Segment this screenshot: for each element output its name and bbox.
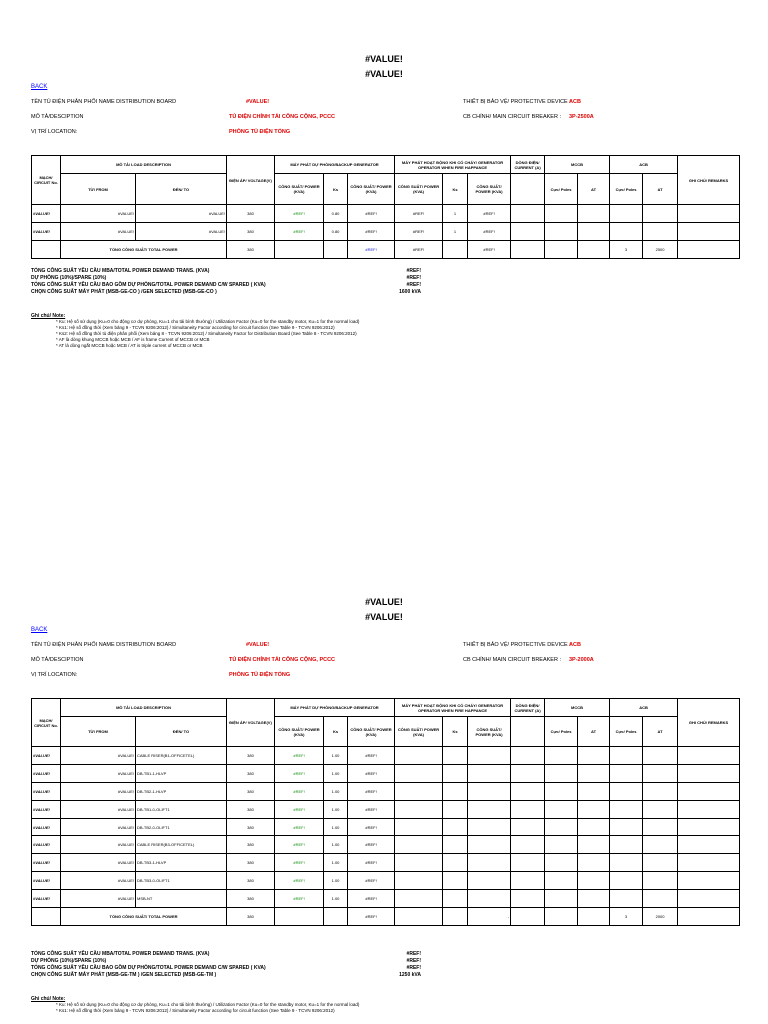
current-cell [511,890,545,908]
fire-power-cell [395,764,443,782]
fire-power-cell [395,747,443,765]
circuit-cell: #VALUE! [32,747,61,765]
circuit-cell: #VALUE! [32,205,61,223]
voltage-cell: 380 [227,205,275,223]
circuit-cell: #VALUE! [32,854,61,872]
device-label: THIẾT BỊ BẢO VỆ/ PROTECTIVE DEVICE : [463,642,571,648]
from-cell: #VALUE! [61,800,136,818]
mccb-at-cell [578,872,610,890]
voltage-cell: 380 [227,223,275,241]
total-label: TỔNG CÔNG SUẤT/ TOTAL POWER [61,908,227,926]
fire-power-cell [395,836,443,854]
table-row [32,818,740,836]
acb-poles-cell [610,836,643,854]
power-2-cell: #REF! [348,764,395,782]
table-row [32,800,740,818]
mccb-at-cell [578,782,610,800]
header-power: CÔNG SUẤT/ POWER (KVA) [275,174,324,205]
notes-title: Ghi chú/ Note: [31,313,66,319]
header-to: ĐẾN/ TO [136,717,227,747]
from-cell: #VALUE! [61,836,136,854]
total-voltage: 380 [227,908,275,926]
description-value: TỦ ĐIỆN CHÍNH TẢI CÔNG CỘNG, PCCC [229,114,336,120]
header-ks: Ks [324,717,348,747]
fire-ks-cell [443,764,468,782]
remarks-cell [678,890,740,908]
ks-cell: 1.00 [324,818,348,836]
total-fire-power-2: - [468,908,511,926]
mccb-at-cell [578,223,610,241]
remarks-cell [678,205,740,223]
note-item: * Ks1: Hệ số đồng thời (Xem bảng 9 - TCVN 9206:2012) / Simultaneity Factor according for circuit function (See Table 9 - TCVN 9206:2012) [56,325,335,330]
fire-power-2-cell: #REF! [468,223,511,241]
circuit-cell: #VALUE! [32,223,61,241]
mccb-poles-cell [545,205,578,223]
header-circuit: MẠCH/ CIRCUIT No. [32,699,61,747]
voltage-cell: 380 [227,836,275,854]
load-table [31,698,740,926]
notes-block [31,996,359,1014]
acb-at-cell [643,818,678,836]
remarks-cell [678,800,740,818]
table-row [32,223,740,241]
board-value: #VALUE! [246,99,270,105]
device-value: ACB [569,99,581,105]
fire-ks-cell [443,782,468,800]
acb-at-cell [643,854,678,872]
power-cell: #REF! [275,205,324,223]
power-cell: #REF! [275,764,324,782]
current-cell [511,818,545,836]
current-cell [511,836,545,854]
fire-power-cell: #REF! [395,205,443,223]
circuit-cell: #VALUE! [32,782,61,800]
from-cell: #VALUE! [61,872,136,890]
sheet-subtitle: #VALUE! [365,69,403,79]
description-label: MÔ TẢ/DESCIPTION [31,657,84,663]
power-2-cell: #REF! [348,205,395,223]
header-acb: ACB [610,156,678,174]
header-fire-power-2: CÔNG SUẤT/ POWER (KVA) [468,174,511,205]
acb-at-cell [643,800,678,818]
acb-poles-cell [610,782,643,800]
ks-cell: 1.00 [324,747,348,765]
voltage-cell: 380 [227,872,275,890]
note-item: * Ks1: Hệ số đồng thời (Xem bảng 9 - TCVN 9206:2012) / Simultaneity Factor according for circuit function (See Table 9 - TCVN 9206:2012) [56,1008,335,1013]
board-label: TÊN TỦ ĐIỆN PHÂN PHỐI NAME DISTRIBUTION BOARD [31,99,177,105]
fire-power-cell [395,818,443,836]
header-current-blank [511,174,545,205]
mccb-poles-cell [545,818,578,836]
header-ks: Ks [324,174,348,205]
to-cell: DB-TB1-0-OLIFT1 [136,800,227,818]
acb-poles-cell [610,223,643,241]
fire-power-2-cell: #REF! [468,205,511,223]
from-cell: #VALUE! [61,890,136,908]
table-row [32,764,740,782]
fire-power-cell [395,890,443,908]
acb-at-cell [643,205,678,223]
acb-poles-cell [610,890,643,908]
header-remarks: GHI CHÚ/ REMARKS [678,699,740,747]
board-value: #VALUE! [246,642,270,648]
power-2-cell: #REF! [348,872,395,890]
header-acb: ACB [610,699,678,717]
fire-power-2-cell [468,764,511,782]
remarks-cell [678,872,740,890]
summary-row: DỰ PHÒNG (10%)/SPARE (10%) #REF! [31,275,421,281]
summary-row: TỔNG CÔNG SUẤT YÊU CẦU BAO GỒM DỰ PHÒNG/TOTAL POWER DEMAND C/W SPARED ( KVA) #REF! [31,282,421,288]
fire-ks-cell [443,818,468,836]
total-fire-power [395,908,443,926]
note-item: * Ku: Hệ số sử dụng (Ku=0 cho động cơ dự phòng, Ku=1 cho tải bình thường) / Utilization Factor (Ku=0 for the standby motor, Ku=1 for the normal load) [56,319,360,324]
note-item: * Ku: Hệ số sử dụng (Ku=0 cho động cơ dự phòng, Ku=1 cho tải bình thường) / Utilization Factor (Ku=0 for the standby motor, Ku=1 for the normal load) [56,1002,360,1007]
remarks-cell [678,747,740,765]
total-label: TỔNG CÔNG SUẤT/ TOTAL POWER [61,241,227,259]
voltage-cell: 380 [227,890,275,908]
table-row [32,782,740,800]
note-item: * AT là dòng ngắt MCCB hoặc MCB / AT is triple current of MCCB or MCB [56,343,203,348]
fire-power-2-cell [468,872,511,890]
header-mccb-at: AT [578,174,610,205]
remarks-cell [678,818,740,836]
power-2-cell: #REF! [348,782,395,800]
header-current: DÒNG ĐIỆN/ CURRENT (A) [511,156,545,174]
ks-cell: 1.00 [324,764,348,782]
mccb-at-cell [578,800,610,818]
power-cell: #REF! [275,223,324,241]
to-cell: DB-TB2-0-OLIFT1 [136,818,227,836]
power-2-cell: #REF! [348,223,395,241]
mccb-at-cell [578,764,610,782]
from-cell: #VALUE! [61,854,136,872]
mccb-poles-cell [545,890,578,908]
fire-ks-cell [443,747,468,765]
mccb-poles-cell [545,836,578,854]
circuit-cell: #VALUE! [32,800,61,818]
total-acb-poles: 3 [610,908,643,926]
remarks-cell [678,854,740,872]
total-acb-at: 2000 [643,908,678,926]
fire-ks-cell: 1 [443,223,468,241]
notes-block [31,313,359,349]
fire-power-cell [395,782,443,800]
ks-cell: 1.00 [324,800,348,818]
fire-power-cell [395,872,443,890]
fire-power-2-cell [468,800,511,818]
header-acb-at: AT [643,174,678,205]
summary-row: CHỌN CÔNG SUẤT MÁY PHÁT (MSB-GE-TM ) /GEN SELECTED (MSB-GE-TM ) 1250 kVA [31,972,421,978]
header-acb-poles: Cực/ Poles [610,717,643,747]
header-fire-generator: MÁY PHÁT HOẠT ĐỘNG KHI CÓ CHÁY/ GENERATOR OPERATOR WHEN FIRE HAPPANCE [395,156,511,174]
sheet-title: #VALUE! [365,54,403,64]
ks-cell: 1.00 [324,836,348,854]
acb-at-cell [643,872,678,890]
circuit-cell: #VALUE! [32,890,61,908]
fire-power-2-cell [468,782,511,800]
fire-ks-cell [443,854,468,872]
header-mccb-poles: Cực/ Poles [545,174,578,205]
power-cell: #REF! [275,872,324,890]
header-to: ĐẾN/ TO [136,174,227,205]
remarks-cell [678,836,740,854]
fire-power-cell [395,800,443,818]
location-label: VỊ TRÍ LOCATION: [31,672,78,678]
header-acb-poles: Cực/ Poles [610,174,643,205]
to-cell: DB-TB2-1-HLVP [136,782,227,800]
fire-power-cell: #REF! [395,223,443,241]
ks-cell: 1.00 [324,890,348,908]
current-cell [511,800,545,818]
ks-cell: 0.80 [324,205,348,223]
from-cell: #VALUE! [61,223,136,241]
fire-ks-cell [443,872,468,890]
header-mccb: MCCB [545,156,610,174]
description-label: MÔ TẢ/DESCIPTION [31,114,84,120]
header-remarks: GHI CHÚ/ REMARKS [678,156,740,205]
back-link[interactable]: BACK [31,84,48,90]
fire-power-cell [395,854,443,872]
circuit-cell: #VALUE! [32,836,61,854]
summary-row: TỔNG CÔNG SUẤT YÊU CẦU MBA/TOTAL POWER DEMAND TRANS. (KVA) #REF! [31,951,421,957]
note-item: * Ks2: Hệ số đồng thời tủ điện phân phối (Xem bảng 8 - TCVN 9206:2012) / Simultaneity Factor for Distribution Board (See Table 8 - TCVN 9206:2012) [56,331,357,336]
acb-poles-cell [610,854,643,872]
current-cell [511,764,545,782]
summary-row: TỔNG CÔNG SUẤT YÊU CẦU MBA/TOTAL POWER DEMAND TRANS. (KVA) #REF! [31,268,421,274]
acb-poles-cell [610,818,643,836]
from-cell: #VALUE! [61,764,136,782]
main-breaker-label: CB CHÍNH/ MAIN CIRCUIT BREAKER : [463,114,561,120]
from-cell: #VALUE! [61,782,136,800]
header-fire-generator: MÁY PHÁT HOẠT ĐỘNG KHI CÓ CHÁY/ GENERATOR OPERATOR WHEN FIRE HAPPANCE [395,699,511,717]
current-cell [511,223,545,241]
total-voltage: 380 [227,241,275,259]
voltage-cell: 380 [227,854,275,872]
current-cell [511,205,545,223]
notes-title: Ghi chú/ Note: [31,996,66,1002]
circuit-cell: #VALUE! [32,764,61,782]
acb-at-cell [643,764,678,782]
acb-poles-cell [610,800,643,818]
from-cell: #VALUE! [61,818,136,836]
current-cell [511,747,545,765]
power-cell: #REF! [275,890,324,908]
summary-row: CHỌN CÔNG SUẤT MÁY PHÁT (MSB-GE-CO ) /GEN SELECTED (MSB-GE-CO ) 1600 kVA [31,289,421,295]
header-voltage: ĐIỆN ÁP/ VOLTAGE(V) [227,699,275,747]
table-row [32,747,740,765]
remarks-cell [678,764,740,782]
remarks-cell [678,782,740,800]
fire-power-2-cell [468,747,511,765]
acb-at-cell [643,890,678,908]
mccb-at-cell [578,854,610,872]
mccb-poles-cell [545,764,578,782]
mccb-at-cell [578,836,610,854]
acb-poles-cell [610,747,643,765]
power-2-cell: #REF! [348,890,395,908]
ks-cell: 1.00 [324,872,348,890]
current-cell [511,854,545,872]
mccb-poles-cell [545,854,578,872]
from-cell: #VALUE! [61,747,136,765]
mccb-at-cell [578,747,610,765]
header-mccb-at: AT [578,717,610,747]
location-value: PHÒNG TỦ ĐIỆN TỔNG [229,672,291,678]
current-cell [511,872,545,890]
circuit-cell: #VALUE! [32,818,61,836]
mccb-at-cell [578,818,610,836]
header-load-description: MÔ TẢ/ LOAD DESCRIPTION [61,156,227,174]
mccb-poles-cell [545,223,578,241]
summary-row: DỰ PHÒNG (10%)/SPARE (10%) #REF! [31,958,421,964]
note-item: * AF là dòng khung MCCB hoặc MCB / AF is frame Current of MCCB or MCB [56,337,210,342]
power-cell: #REF! [275,836,324,854]
power-2-cell: #REF! [348,836,395,854]
main-breaker-label: CB CHÍNH/ MAIN CIRCUIT BREAKER : [463,657,561,663]
total-acb-at: 2500 [643,241,678,259]
header-fire-power: CÔNG SUẤT/ POWER (KVA) [395,717,443,747]
summary-block [31,951,421,979]
power-cell: #REF! [275,818,324,836]
fire-ks-cell [443,890,468,908]
header-current-blank [511,717,545,747]
acb-at-cell [643,836,678,854]
header-voltage: ĐIỆN ÁP/ VOLTAGE(V) [227,156,275,205]
back-link[interactable]: BACK [31,627,48,633]
voltage-cell: 380 [227,764,275,782]
header-fire-ks: Ks [443,717,468,747]
power-cell: #REF! [275,854,324,872]
to-cell: DB-TB1-1-HLVP [136,764,227,782]
header-backup-generator: MÁY PHÁT DỰ PHÒNG/BACKUP GENERATOR [275,699,395,717]
header-load-description: MÔ TẢ/ LOAD DESCRIPTION [61,699,227,717]
header-fire-power-2: CÔNG SUẤT/ POWER (KVA) [468,717,511,747]
total-fire-power: #REF! [395,241,443,259]
voltage-cell: 380 [227,782,275,800]
fire-ks-cell [443,836,468,854]
header-fire-power: CÔNG SUẤT/ POWER (KVA) [395,174,443,205]
voltage-cell: 380 [227,747,275,765]
total-power: #REF! [348,241,395,259]
total-fire-power-2: #REF! [468,241,511,259]
header-acb-at: AT [643,717,678,747]
header-power: CÔNG SUẤT/ POWER (KVA) [275,717,324,747]
mccb-poles-cell [545,800,578,818]
power-2-cell: #REF! [348,818,395,836]
power-cell: #REF! [275,800,324,818]
acb-poles-cell [610,872,643,890]
total-acb-poles: 3 [610,241,643,259]
header-mccb: MCCB [545,699,610,717]
header-power-2: CÔNG SUẤT/ POWER (KVA) [348,717,395,747]
location-label: VỊ TRÍ LOCATION: [31,129,78,135]
sheet-title: #VALUE! [365,597,403,607]
fire-ks-cell: 1 [443,205,468,223]
to-cell: CABLE RISER(B3-OFFICETEL) [136,836,227,854]
ks-cell: 1.00 [324,782,348,800]
table-row [32,854,740,872]
acb-at-cell [643,782,678,800]
power-cell: #REF! [275,747,324,765]
voltage-cell: 380 [227,818,275,836]
acb-at-cell [643,747,678,765]
acb-at-cell [643,223,678,241]
to-cell: MSB-NT [136,890,227,908]
description-value: TỦ ĐIỆN CHÍNH TẢI CÔNG CỘNG, PCCC [229,657,336,663]
mccb-poles-cell [545,872,578,890]
sheet-subtitle: #VALUE! [365,612,403,622]
power-2-cell: #REF! [348,800,395,818]
table-row [32,205,740,223]
mccb-at-cell [578,205,610,223]
acb-poles-cell [610,764,643,782]
main-breaker-value: 3P-2000A [569,657,594,663]
remarks-cell [678,223,740,241]
header-from: TỪ/ FROM [61,717,136,747]
table-row [32,836,740,854]
total-power: #REF! [348,908,395,926]
power-2-cell: #REF! [348,747,395,765]
table-row [32,890,740,908]
circuit-cell: #VALUE! [32,872,61,890]
summary-block [31,268,421,296]
device-label: THIẾT BỊ BẢO VỆ/ PROTECTIVE DEVICE : [463,99,571,105]
header-current: DÒNG ĐIỆN/ CURRENT (A) [511,699,545,717]
header-from: TỪ/ FROM [61,174,136,205]
table-row [32,872,740,890]
ks-cell: 0.80 [324,223,348,241]
mccb-poles-cell [545,782,578,800]
current-cell [511,782,545,800]
voltage-cell: 380 [227,800,275,818]
to-cell: #VALUE! [136,223,227,241]
to-cell: CABLE RISER(B1-OFFICETEL) [136,747,227,765]
fire-power-2-cell [468,890,511,908]
fire-power-2-cell [468,836,511,854]
header-power-2: CÔNG SUẤT/ POWER (KVA) [348,174,395,205]
header-fire-ks: Ks [443,174,468,205]
header-backup-generator: MÁY PHÁT DỰ PHÒNG/BACKUP GENERATOR [275,156,395,174]
power-cell: #REF! [275,782,324,800]
to-cell: DB-TB3-1-HLVP [136,854,227,872]
board-label: TÊN TỦ ĐIỆN PHÂN PHỐI NAME DISTRIBUTION BOARD [31,642,177,648]
fire-power-2-cell [468,818,511,836]
from-cell: #VALUE! [61,205,136,223]
power-2-cell: #REF! [348,854,395,872]
acb-poles-cell [610,205,643,223]
fire-ks-cell [443,800,468,818]
location-value: PHÒNG TỦ ĐIỆN TỔNG [229,129,291,135]
ks-cell: 1.00 [324,854,348,872]
header-circuit: MẠCH/ CIRCUIT No. [32,156,61,205]
to-cell: #VALUE! [136,205,227,223]
header-mccb-poles: Cực/ Poles [545,717,578,747]
summary-row: TỔNG CÔNG SUẤT YÊU CẦU BAO GỒM DỰ PHÒNG/TOTAL POWER DEMAND C/W SPARED ( KVA) #REF! [31,965,421,971]
main-breaker-value: 3P-2500A [569,114,594,120]
load-table [31,155,740,259]
to-cell: DB-TB3-0-OLIFT1 [136,872,227,890]
mccb-poles-cell [545,747,578,765]
device-value: ACB [569,642,581,648]
mccb-at-cell [578,890,610,908]
fire-power-2-cell [468,854,511,872]
